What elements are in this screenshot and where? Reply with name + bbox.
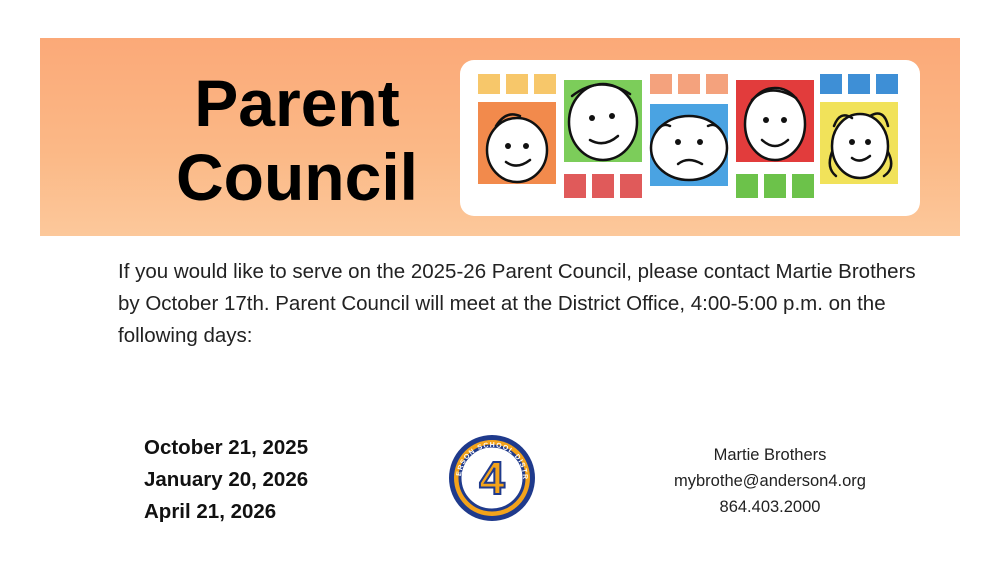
meeting-date: April 21, 2026 <box>144 500 277 523</box>
meeting-date: January 20, 2026 <box>144 468 309 491</box>
contact-email[interactable]: mybrothe@anderson4.org <box>674 472 866 490</box>
title-line-2: Council <box>176 140 418 214</box>
meeting-date: October 21, 2025 <box>144 436 309 459</box>
contact-name: Martie Brothers <box>713 446 827 464</box>
message-paragraph: If you would like to serve on the 2025-26 Parent Council, please contact Martie Brothers by October 17th. Parent Council will meet at the District Office, 4:00-5:00 p.m. on the following days: <box>118 260 916 347</box>
message-text <box>118 256 918 352</box>
logo-ring-text: ERSON SCHOOL DISTR <box>455 441 529 481</box>
header-banner <box>40 38 960 236</box>
page-title <box>132 66 462 214</box>
contact-info <box>640 442 900 520</box>
color-squares-top <box>478 74 898 94</box>
district-logo <box>447 433 537 523</box>
logo-number: 4 <box>479 452 505 504</box>
contact-phone: 864.403.2000 <box>719 498 821 516</box>
cartoon-faces-icon <box>460 60 920 216</box>
title-line-1: Parent <box>194 66 400 140</box>
meeting-dates <box>144 432 308 528</box>
